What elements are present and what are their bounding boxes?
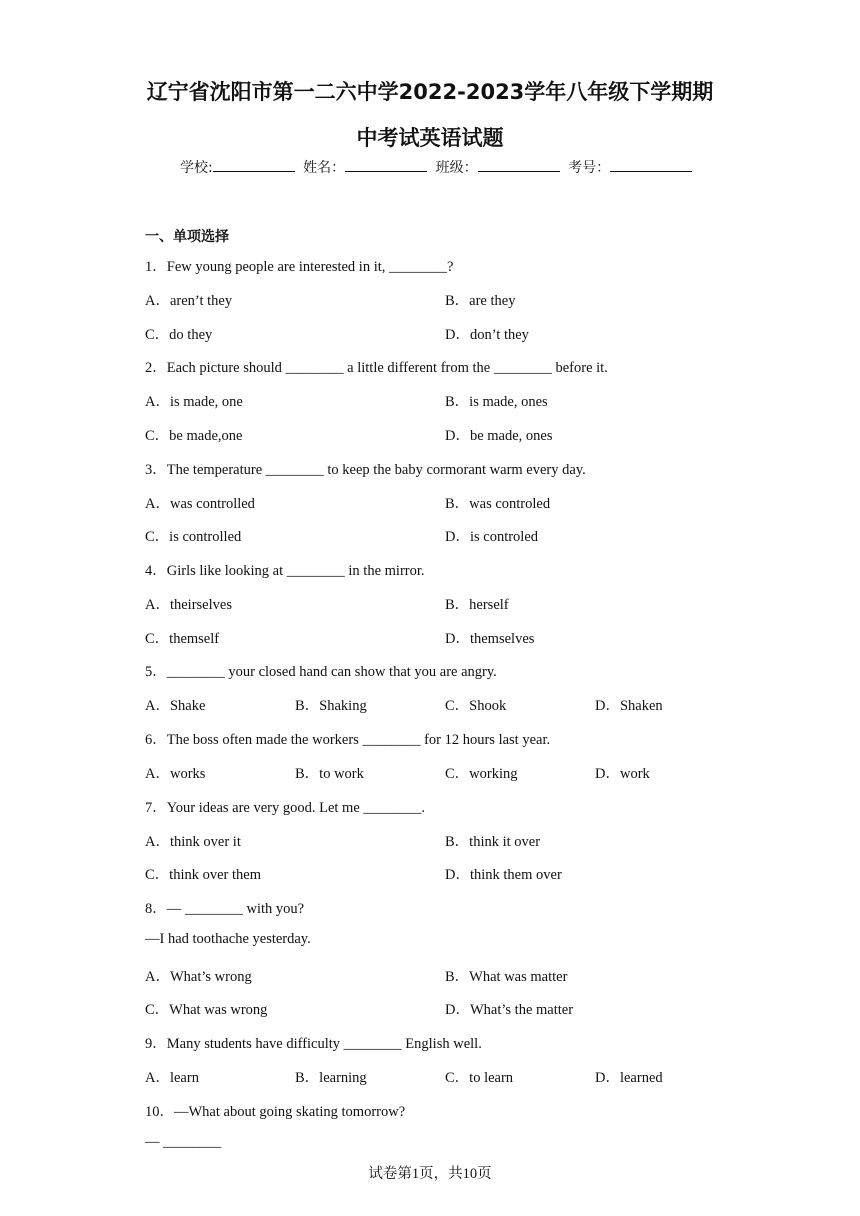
question-stem: 3．The temperature ________ to keep the baby cormorant warm every day. [145, 462, 586, 478]
option-d: D．Shaken [595, 698, 663, 714]
option-b: B．What was matter [445, 969, 568, 985]
name-label: 姓名： [303, 160, 346, 176]
option-a: A．is made, one [145, 394, 243, 410]
option-c: C．is controlled [145, 529, 242, 545]
option-b: B．are they [445, 293, 516, 309]
option-c: C．think over them [145, 867, 261, 883]
option-d: D．What’s the matter [445, 1002, 574, 1018]
option-d: D．learned [595, 1070, 663, 1086]
question-stem: 10．—What about going skating tomorrow? [145, 1104, 406, 1120]
exam-number-blank[interactable] [610, 157, 692, 172]
option-d: D．is controled [445, 529, 539, 545]
option-b: B．is made, ones [445, 394, 548, 410]
option-c: C．Shook [445, 698, 507, 714]
option-d: D．themselves [445, 631, 535, 647]
option-d: D．work [595, 766, 650, 782]
option-b: B．was controled [445, 496, 551, 512]
option-b: B．learning [295, 1070, 367, 1086]
question-stem: 4．Girls like looking at ________ in the mirror. [145, 563, 425, 579]
option-c: C．themself [145, 631, 220, 647]
option-a: A．aren’t they [145, 293, 233, 309]
section-title: 一、单项选择 [145, 229, 229, 245]
student-info-line [180, 157, 696, 177]
option-b: B．to work [295, 766, 364, 782]
option-b: B．herself [445, 597, 509, 613]
option-c: C．working [445, 766, 518, 782]
option-a: A．was controlled [145, 496, 255, 512]
exam-number-label: 考号： [568, 160, 611, 176]
option-b: B．think it over [445, 834, 541, 850]
option-d: D．don’t they [445, 327, 529, 343]
option-c: C．be made,one [145, 428, 243, 444]
question-stem: 8．— ________ with you? [145, 901, 305, 917]
option-d: D．be made, ones [445, 428, 553, 444]
option-b: B．Shaking [295, 698, 367, 714]
option-c: C．to learn [445, 1070, 514, 1086]
exam-title-line1: 辽宁省沈阳市第一二六中学2022-2023学年八年级下学期期 [146, 80, 714, 104]
option-a: A．works [145, 766, 206, 782]
question-stem: 6．The boss often made the workers ________ for 12 hours last year. [145, 732, 551, 748]
question-stem: 5．________ your closed hand can show that you are angry. [145, 664, 497, 680]
option-d: D．think them over [445, 867, 562, 883]
school-blank[interactable] [213, 157, 295, 172]
name-blank[interactable] [345, 157, 427, 172]
question-stem: 9．Many students have difficulty ________ English well. [145, 1036, 482, 1052]
option-c: C．What was wrong [145, 1002, 268, 1018]
option-a: A．Shake [145, 698, 206, 714]
page-footer: 试卷第1页，共10页 [368, 1166, 492, 1182]
option-a: A．think over it [145, 834, 241, 850]
class-label: 班级： [435, 160, 478, 176]
question-stem: 2．Each picture should ________ a little different from the ________ before it. [145, 360, 608, 376]
option-c: C．do they [145, 327, 213, 343]
question-stem-reply: —I had toothache yesterday. [145, 931, 311, 947]
school-label: 学校: [180, 160, 213, 176]
exam-title-line2: 中考试英语试题 [356, 126, 504, 150]
class-blank[interactable] [478, 157, 560, 172]
question-stem: 7．Your ideas are very good. Let me ________. [145, 800, 426, 816]
option-a: A．What’s wrong [145, 969, 252, 985]
question-stem: 1．Few young people are interested in it, ________? [145, 259, 454, 275]
question-stem-reply: — ________ [145, 1134, 222, 1150]
option-a: A．learn [145, 1070, 199, 1086]
option-a: A．theirselves [145, 597, 232, 613]
